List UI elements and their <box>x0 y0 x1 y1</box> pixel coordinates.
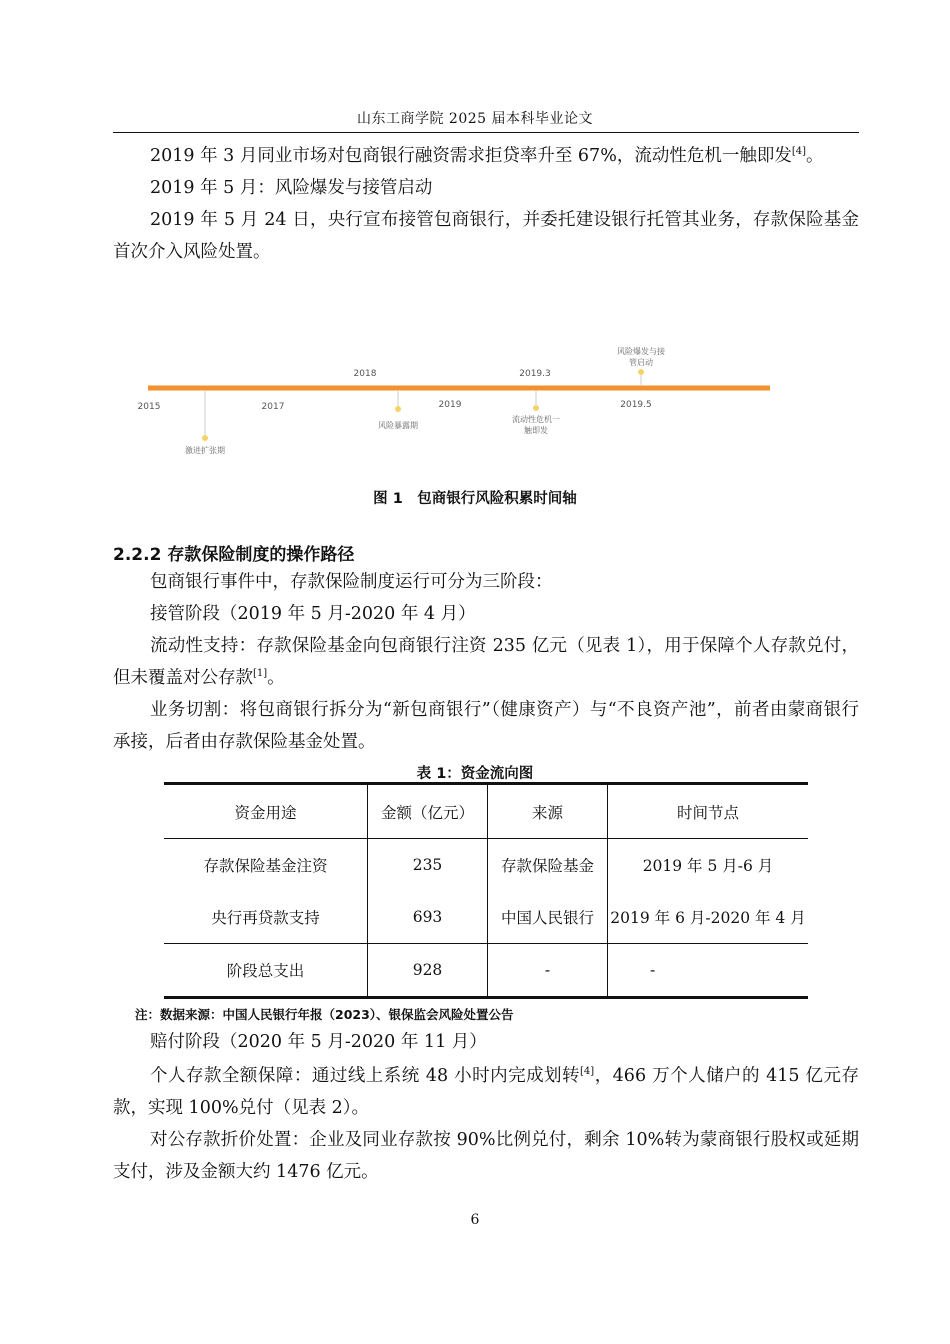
table-cell: 928 <box>368 944 488 998</box>
table-note: 注：数据来源：中国人民银行年报（2023）、银保监会风险处置公告 <box>135 1007 514 1022</box>
table-header-cell: 来源 <box>488 784 608 839</box>
event-liquidity-label-2: 触即发 <box>524 426 548 435</box>
paragraph-p7: 业务切割：将包商银行拆分为“新包商银行”（健康资产）与“不良资产池”，前者由蒙商银行承接，后者由存款保险基金处置。 <box>113 700 859 752</box>
paragraph-p8: 赔付阶段（2020 年 5 月-2020 年 11 月） <box>150 1032 487 1052</box>
paragraph-p1: 2019 年 3 月同业市场对包商银行融资需求拒贷率升至 67%，流动性危机一触即发[4]。 <box>150 146 824 166</box>
section-number: 2.2.2 <box>113 545 162 565</box>
paragraph-p2: 2019 年 5 月：风险爆发与接管启动 <box>150 178 433 198</box>
table-row <box>164 839 808 892</box>
table-header-cell: 金额（亿元） <box>368 784 488 839</box>
table-cell: 存款保险基金注资 <box>164 839 368 892</box>
year-label-2015: 2015 <box>137 402 161 412</box>
table-cell: 235 <box>368 839 488 892</box>
table-row <box>164 891 808 944</box>
table-cell: 2019 年 6 月-2020 年 4 月 <box>610 909 806 927</box>
header-rule <box>113 132 859 133</box>
year-label-2019-3: 2019.3 <box>519 369 551 379</box>
page-number: 6 <box>470 1212 480 1228</box>
paragraph-p6: 流动性支持：存款保险基金向包商银行注资 235 亿元（见表 1），用于保障个人存款兑付，但未覆盖对公存款[1]。 <box>113 636 859 688</box>
table-cell: 央行再贷款支持 <box>164 891 368 944</box>
event-dot <box>638 369 644 375</box>
event-expansion-label: 激进扩张期 <box>185 446 225 455</box>
section-title: 存款保险制度的操作路径 <box>167 545 355 565</box>
table-header-cell: 时间节点 <box>608 784 809 839</box>
event-dot <box>533 405 539 411</box>
figure-caption: 图 1 包商银行风险积累时间轴 <box>373 491 577 507</box>
section-heading <box>113 540 354 565</box>
table-header-cell: 资金用途 <box>164 784 368 839</box>
table-cell: - <box>488 944 608 998</box>
citation-ref: [1] <box>253 668 268 679</box>
paragraph-p4: 包商银行事件中，存款保险制度运行可分为三阶段： <box>150 572 553 592</box>
citation-ref: [4] <box>580 1066 595 1077</box>
fund-flow-table <box>164 782 808 999</box>
table-cell: 阶段总支出 <box>164 944 368 998</box>
table-caption: 表 1：资金流向图 <box>416 766 534 782</box>
table-cell: 2019 年 5 月-6 月 <box>642 857 774 875</box>
table-header-row <box>164 784 808 839</box>
event-dot <box>202 435 208 441</box>
paragraph-p10: 对公存款折价处置：企业及同业存款按 90%比例兑付，剩余 10%转为蒙商银行股权或延期支付，涉及金额大约 1476 亿元。 <box>113 1130 859 1182</box>
event-takeover-label-1: 风险爆发与接 <box>617 347 665 356</box>
paragraph-p5: 接管阶段（2019 年 5 月-2020 年 4 月） <box>150 604 476 624</box>
event-dot <box>395 406 401 412</box>
paragraph-p3: 2019 年 5 月 24 日，央行宣布接管包商银行，并委托建设银行托管其业务，存款保险基金首次介入风险处置。 <box>113 210 859 262</box>
table-cell: 存款保险基金 <box>488 839 608 892</box>
year-label-2018: 2018 <box>353 369 377 379</box>
year-label-2019-5: 2019.5 <box>620 400 652 410</box>
table-cell: - <box>608 944 809 998</box>
risk-timeline-figure <box>113 330 793 460</box>
year-label-2019: 2019 <box>438 400 462 410</box>
running-header: 山东工商学院 2025 届本科毕业论文 <box>356 111 594 127</box>
event-liquidity-label-1: 流动性危机一 <box>512 415 560 424</box>
table-cell: 693 <box>368 891 488 944</box>
citation-ref: [4] <box>791 146 806 157</box>
paragraph-p9: 个人存款全额保障：通过线上系统 48 小时内完成划转[4]，466 万个人储户的 415 亿元存款，实现 100%兑付（见表 2）。 <box>113 1066 859 1118</box>
table-cell: 中国人民银行 <box>488 891 608 944</box>
event-exposure-label: 风险暴露期 <box>378 421 418 430</box>
table-total-row <box>164 944 808 998</box>
year-label-2017: 2017 <box>261 402 285 412</box>
event-takeover-label-2: 管启动 <box>629 358 653 367</box>
